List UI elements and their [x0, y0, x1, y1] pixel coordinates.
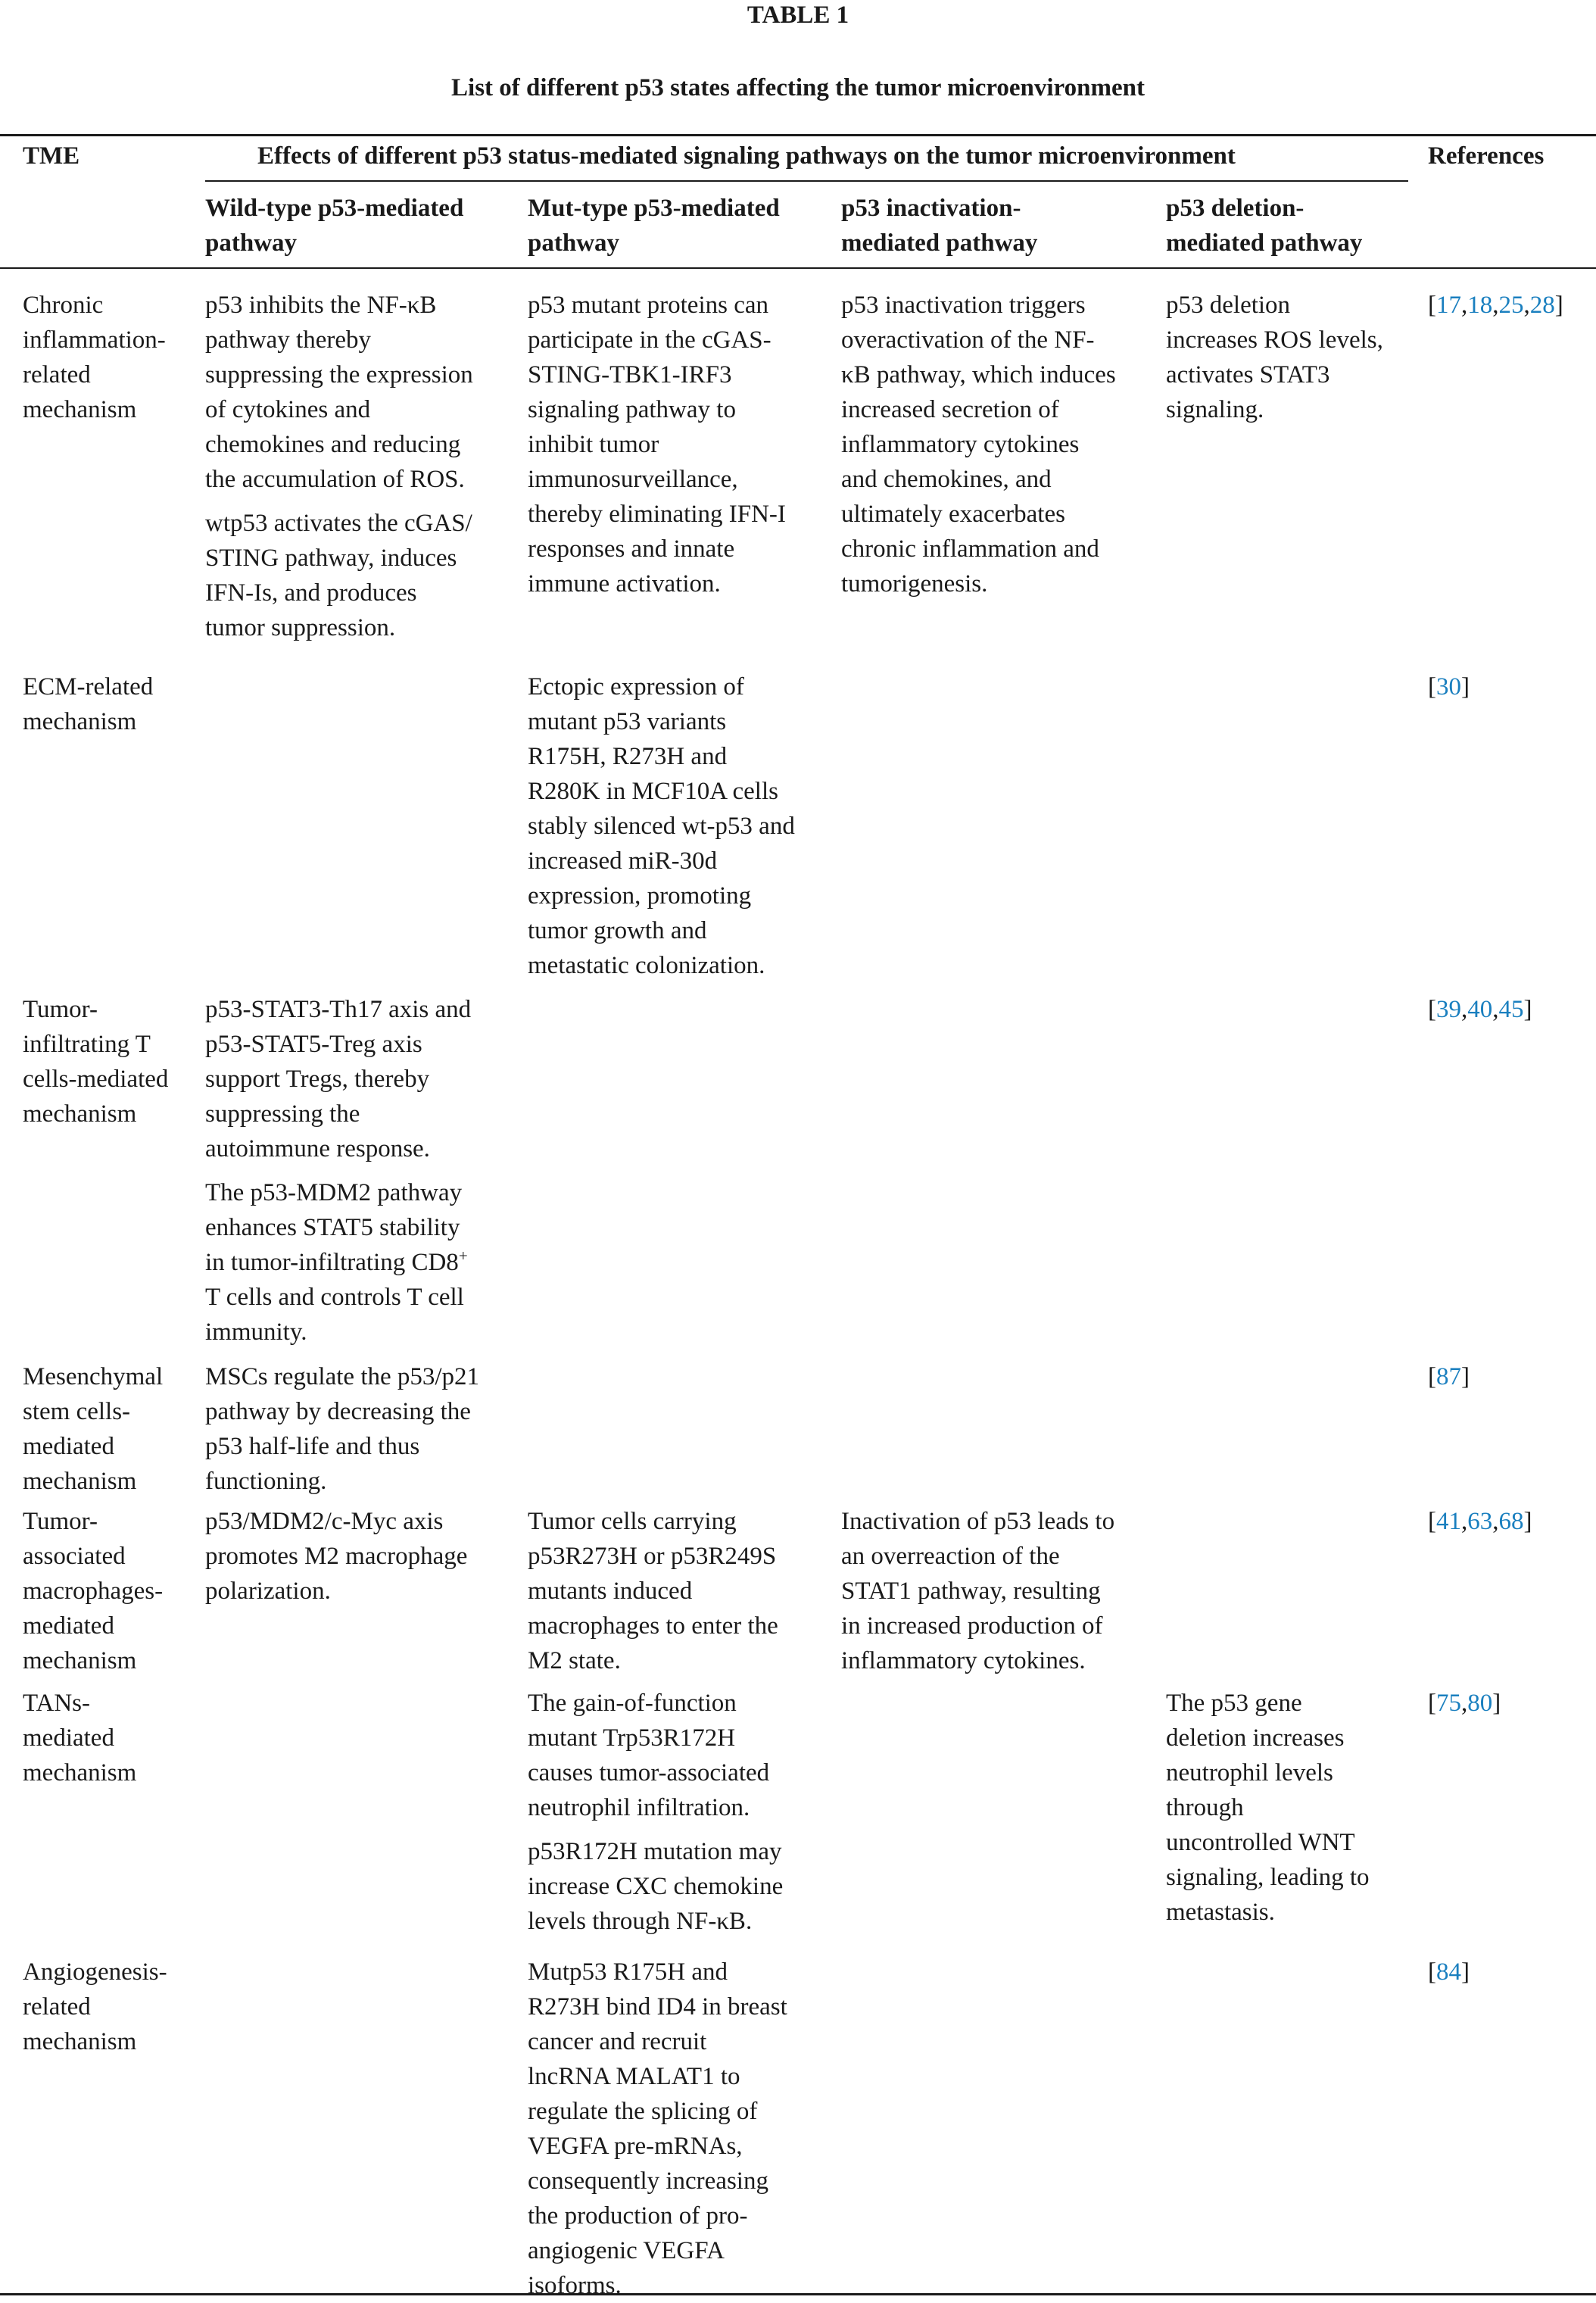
cell-line	[1166, 1721, 1370, 1755]
cell-line-text: inflammatory cytokines	[841, 431, 1080, 458]
cell-line	[528, 2268, 787, 2303]
subheader-line: Mut-type p53-mediated	[528, 195, 780, 222]
cell-line	[205, 427, 473, 462]
cell-line	[1166, 1895, 1370, 1930]
cell-line	[1166, 1790, 1370, 1825]
cell-paragraph	[528, 1504, 778, 1678]
cell-line-text: ultimately exacerbates	[841, 501, 1065, 528]
cell-line	[528, 1955, 787, 1989]
cell-paragraph	[205, 1175, 471, 1350]
cell-line-text: metastatic colonization.	[528, 952, 765, 979]
cell-line-text: signaling.	[1166, 396, 1264, 423]
cell-line	[205, 1245, 471, 1280]
tme-line: related	[23, 1993, 91, 2021]
cell-line-text: chronic inflammation and	[841, 535, 1099, 563]
reference-link[interactable]: 68	[1498, 1508, 1524, 1535]
cell-line-text: chemokines and reducing	[205, 431, 461, 458]
tme-line: mechanism	[23, 396, 137, 423]
cell-line-text: of cytokines and	[205, 396, 371, 423]
cell-line	[205, 541, 473, 576]
cell-line	[205, 1359, 479, 1394]
cell-line	[841, 1609, 1114, 1643]
cell-line	[205, 288, 473, 323]
cell-paragraph	[841, 288, 1116, 601]
tme-line: TANs-	[23, 1690, 91, 1717]
cell-line	[528, 2129, 787, 2164]
cell-line	[841, 1539, 1114, 1574]
cell-line-text: pathway by decreasing the	[205, 1398, 471, 1425]
cell-paragraph	[528, 288, 786, 601]
cell-line-text: Tumor cells carrying	[528, 1508, 737, 1535]
cell-line-text: signaling, leading to	[1166, 1864, 1370, 1891]
cell-line	[528, 427, 786, 462]
tme-cell	[23, 669, 153, 739]
tme-line: mechanism	[23, 1759, 137, 1787]
cell-paragraph	[205, 1359, 479, 1499]
cell-line-text: increases ROS levels,	[1166, 326, 1383, 354]
cell-line-text: p53 inhibits the NF-κB	[205, 292, 437, 319]
cell-line	[205, 462, 473, 497]
cell-line	[528, 2059, 787, 2094]
cell-line	[205, 1429, 479, 1464]
bottom-rule	[0, 2293, 1596, 2295]
reference-link[interactable]: 28	[1529, 292, 1555, 319]
tme-cell	[23, 1955, 167, 2059]
cell-line	[528, 2024, 787, 2059]
tme-line: related	[23, 361, 91, 389]
muttype-cell	[528, 1686, 783, 1939]
cell-line	[1166, 1686, 1370, 1721]
cell-line	[528, 809, 795, 844]
cell-line-text: increased miR-30d	[528, 847, 718, 875]
cell-line-text: M2 state.	[528, 1647, 621, 1674]
cell-line-text: T cells and controls T cell	[205, 1284, 464, 1311]
tme-line: mechanism	[23, 708, 137, 735]
cell-line	[528, 1609, 778, 1643]
tme-line: mechanism	[23, 1647, 137, 1674]
cell-line-text: increase CXC chemokine	[528, 1873, 784, 1900]
cell-line-text: neutrophil levels	[1166, 1759, 1333, 1787]
cell-line-text: Mutp53 R175H and	[528, 1958, 728, 1986]
cell-line-text: tumor suppression.	[205, 614, 396, 641]
cell-line-text: inhibit tumor	[528, 431, 659, 458]
cell-line	[205, 1394, 479, 1429]
cell-line	[205, 1210, 471, 1245]
reference-link[interactable]: 75	[1436, 1690, 1461, 1717]
cell-line-text: R280K in MCF10A cells	[528, 778, 778, 805]
cell-line-text: thereby eliminating IFN-I	[528, 501, 786, 528]
cell-line	[205, 1097, 471, 1131]
cell-line-text: The p53 gene	[1166, 1690, 1302, 1717]
cell-line	[841, 532, 1116, 566]
cell-line-text: immune activation.	[528, 570, 721, 598]
cell-line	[841, 323, 1116, 357]
cell-line	[841, 392, 1116, 427]
cell-line-text: autoimmune response.	[205, 1135, 430, 1162]
cell-line-text: angiogenic VEGFA	[528, 2237, 725, 2264]
cell-line	[528, 774, 795, 809]
tme-line: mechanism	[23, 1468, 137, 1495]
cell-line-text: levels through NF-κB.	[528, 1908, 753, 1935]
subheader-line: p53 deletion-	[1166, 195, 1305, 222]
cell-line	[205, 576, 473, 610]
cell-line	[205, 992, 471, 1027]
tme-line: associated	[23, 1543, 126, 1570]
cell-line	[528, 739, 795, 774]
tme-line: Chronic	[23, 292, 104, 319]
cell-line	[528, 704, 795, 739]
cell-line-text: R175H, R273H and	[528, 743, 728, 770]
cell-line	[528, 1904, 783, 1939]
tme-line: stem cells-	[23, 1398, 131, 1425]
cell-line-text: STAT1 pathway, resulting	[841, 1577, 1101, 1605]
reference-link[interactable]: 84	[1436, 1958, 1461, 1986]
tme-line: Tumor-	[23, 1508, 98, 1535]
wildtype-cell	[205, 288, 473, 645]
tme-line: macrophages-	[23, 1577, 164, 1605]
cell-line-text: regulate the splicing of	[528, 2098, 758, 2125]
muttype-cell	[528, 288, 786, 601]
cell-line	[205, 610, 473, 645]
reference-link[interactable]: 41	[1436, 1508, 1461, 1535]
table-caption: List of different p53 states affecting the tumor microenvironment	[451, 74, 1145, 101]
cell-line	[528, 1539, 778, 1574]
cell-line	[528, 1834, 783, 1869]
cell-line	[841, 288, 1116, 323]
reference-link[interactable]: 80	[1467, 1690, 1493, 1717]
cell-line-text: the accumulation of ROS.	[205, 466, 465, 493]
cell-line	[841, 357, 1116, 392]
cell-line-text: polarization.	[205, 1577, 331, 1605]
cell-line-text: STING pathway, induces	[205, 545, 457, 572]
cell-line-text: immunity.	[205, 1318, 307, 1346]
cell-line	[528, 497, 786, 532]
deletion-cell	[1166, 1686, 1370, 1930]
cell-line-text: promotes M2 macrophage	[205, 1543, 468, 1570]
cell-line-text: p53 inactivation triggers	[841, 292, 1086, 319]
tme-line: ECM-related	[23, 673, 154, 701]
tme-line: mechanism	[23, 1100, 137, 1128]
tme-line: Angiogenesis-	[23, 1958, 167, 1986]
reference-link[interactable]: 39	[1436, 996, 1461, 1023]
cell-line-text: Inactivation of p53 leads to	[841, 1508, 1115, 1535]
cell-line	[205, 1464, 479, 1499]
cell-line-text: the production of pro-	[528, 2202, 748, 2230]
cell-line-text: enhances STAT5 stability	[205, 1214, 460, 1241]
reference-link[interactable]: 63	[1467, 1508, 1493, 1535]
subheader-line: mediated pathway	[841, 229, 1038, 257]
cell-line	[528, 1574, 778, 1609]
reference-link[interactable]: 87	[1436, 1363, 1461, 1390]
header-group: Effects of different p53 status-mediated signaling pathways on the tumor microenvironment	[257, 142, 1236, 170]
cell-line-text: expression, promoting	[528, 882, 752, 910]
cell-line	[528, 913, 795, 948]
cell-line	[841, 1643, 1114, 1678]
cell-paragraph	[841, 1504, 1114, 1678]
references-cell: [75,80]	[1428, 1690, 1501, 1717]
cell-line-text: IFN-Is, and produces	[205, 579, 417, 607]
cell-paragraph	[528, 1834, 783, 1939]
cell-paragraph	[528, 669, 795, 983]
cell-line	[1166, 357, 1383, 392]
reference-link[interactable]: 18	[1467, 292, 1493, 319]
references-cell: [87]	[1428, 1363, 1470, 1390]
cell-line	[205, 1027, 471, 1062]
cell-line-text: increased secretion of	[841, 396, 1059, 423]
cell-line-text: The p53-MDM2 pathway	[205, 1179, 463, 1206]
cell-line-text: Ectopic expression of	[528, 673, 744, 701]
cell-line	[205, 1175, 471, 1210]
cell-line	[528, 2164, 787, 2198]
cell-line-text: p53-STAT5-Treg axis	[205, 1031, 422, 1058]
cell-line	[528, 1989, 787, 2024]
tme-line: Tumor-	[23, 996, 98, 1023]
cell-line-text: MSCs regulate the p53/p21	[205, 1363, 480, 1390]
subheader-line: mediated pathway	[1166, 229, 1363, 257]
top-rule	[0, 134, 1596, 136]
cell-line	[1166, 1825, 1370, 1860]
cell-line-text: immunosurveillance,	[528, 466, 738, 493]
cell-line	[841, 566, 1116, 601]
cell-line-text: wtp53 activates the cGAS/	[205, 510, 472, 537]
cell-line-text: suppressing the	[205, 1100, 360, 1128]
reference-link[interactable]: 17	[1436, 292, 1461, 319]
cell-paragraph	[205, 992, 471, 1166]
tme-cell	[23, 1686, 136, 1790]
cell-line	[1166, 323, 1383, 357]
tme-line: mediated	[23, 1612, 114, 1640]
cell-line	[841, 1504, 1114, 1539]
cell-line	[528, 392, 786, 427]
cell-line-text: p53 deletion	[1166, 292, 1291, 319]
cell-line	[528, 1686, 783, 1721]
cell-line	[205, 357, 473, 392]
references-cell: [41,63,68]	[1428, 1508, 1532, 1535]
subheader-line: p53 inactivation-	[841, 195, 1021, 222]
cell-line-text: p53/MDM2/c-Myc axis	[205, 1508, 444, 1535]
cell-line	[528, 2198, 787, 2233]
cell-paragraph	[528, 1955, 787, 2303]
references-cell: [30]	[1428, 673, 1470, 701]
cell-line-text: STING-TBK1-IRF3	[528, 361, 732, 389]
tme-cell	[23, 1504, 163, 1678]
cell-line-text: mutant Trp53R172H	[528, 1724, 736, 1752]
cell-line-text: macrophages to enter the	[528, 1612, 778, 1640]
superscript-plus: +	[458, 1247, 468, 1265]
cell-line-text: κB pathway, which induces	[841, 361, 1116, 389]
tme-line: mediated	[23, 1724, 114, 1752]
cell-line	[841, 462, 1116, 497]
cell-line	[205, 1574, 467, 1609]
cell-line	[205, 1280, 471, 1315]
cell-line	[528, 669, 795, 704]
cell-line-text: mutant p53 variants	[528, 708, 727, 735]
cell-paragraph	[1166, 1686, 1370, 1930]
cell-paragraph	[528, 1686, 783, 1825]
cell-paragraph	[205, 288, 473, 497]
header-tme: TME	[23, 142, 80, 170]
cell-line-text: in tumor-infiltrating CD8	[205, 1249, 459, 1276]
cell-line-text: responses and innate	[528, 535, 735, 563]
cell-line-text: stably silenced wt-p53 and	[528, 813, 795, 840]
cell-line	[841, 497, 1116, 532]
deletion-cell	[1166, 288, 1383, 427]
header-references: References	[1428, 142, 1545, 170]
cell-line-text: p53-STAT3-Th17 axis and	[205, 996, 472, 1023]
cell-line	[205, 1539, 467, 1574]
cell-line-text: functioning.	[205, 1468, 327, 1495]
subheader-line: pathway	[205, 229, 298, 257]
cell-line	[528, 323, 786, 357]
cell-line-text: p53 mutant proteins can	[528, 292, 769, 319]
cell-line-text: overactivation of the NF-	[841, 326, 1095, 354]
cell-line-text: tumor growth and	[528, 917, 707, 944]
tme-line: mechanism	[23, 2028, 137, 2055]
subheader-wildtype	[205, 191, 463, 261]
cell-line-text: suppressing the expression	[205, 361, 473, 389]
cell-line	[528, 1869, 783, 1904]
cell-line-text: cancer and recruit	[528, 2028, 707, 2055]
subheader-muttype	[528, 191, 780, 261]
cell-line-text: an overreaction of the	[841, 1543, 1060, 1570]
cell-line	[205, 1315, 471, 1350]
cell-line	[1166, 392, 1383, 427]
references-cell: [39,40,45]	[1428, 996, 1532, 1023]
table-label: TABLE 1	[747, 2, 849, 29]
cell-line	[528, 1643, 778, 1678]
cell-line	[528, 532, 786, 566]
muttype-cell	[528, 1504, 778, 1678]
header-bottom-rule	[0, 267, 1596, 269]
cell-line	[528, 2094, 787, 2129]
subheader-line: pathway	[528, 229, 620, 257]
tme-cell	[23, 288, 166, 427]
cell-line-text: support Tregs, thereby	[205, 1066, 430, 1093]
cell-line-text: tumorigenesis.	[841, 570, 988, 598]
cell-line	[205, 323, 473, 357]
cell-line-text: participate in the cGAS-	[528, 326, 772, 354]
wildtype-cell	[205, 1504, 467, 1609]
subheader-line: Wild-type p53-mediated	[205, 195, 464, 222]
cell-line-text: VEGFA pre-mRNAs,	[528, 2133, 743, 2160]
cell-line-text: activates STAT3	[1166, 361, 1330, 389]
cell-line-text: signaling pathway to	[528, 396, 736, 423]
cell-line-text: isoforms.	[528, 2272, 622, 2299]
cell-line-text: p53R172H mutation may	[528, 1838, 782, 1865]
tme-line: mediated	[23, 1433, 114, 1460]
cell-line-text: inflammatory cytokines.	[841, 1647, 1086, 1674]
cell-line-text: uncontrolled WNT	[1166, 1829, 1355, 1856]
reference-link[interactable]: 40	[1467, 996, 1493, 1023]
tme-line: cells-mediated	[23, 1066, 169, 1093]
cell-line-text: and chemokines, and	[841, 466, 1052, 493]
group-underline-rule	[205, 180, 1408, 182]
cell-line	[528, 948, 795, 983]
cell-line	[1166, 1860, 1370, 1895]
cell-line-text: pathway thereby	[205, 326, 371, 354]
cell-line	[528, 566, 786, 601]
cell-line	[528, 288, 786, 323]
tme-line: Mesenchymal	[23, 1363, 164, 1390]
cell-line-text: causes tumor-associated	[528, 1759, 770, 1787]
cell-line-text: p53 half-life and thus	[205, 1433, 420, 1460]
cell-line	[528, 1755, 783, 1790]
cell-line	[1166, 1755, 1370, 1790]
cell-line	[528, 844, 795, 878]
tme-cell	[23, 1359, 163, 1499]
cell-line-text: R273H bind ID4 in breast	[528, 1993, 787, 2021]
cell-line	[205, 1504, 467, 1539]
cell-line-text: p53R273H or p53R249S	[528, 1543, 777, 1570]
cell-line	[205, 392, 473, 427]
cell-line-text: The gain-of-function	[528, 1690, 737, 1717]
cell-line-text: mutants induced	[528, 1577, 693, 1605]
cell-line-text: deletion increases	[1166, 1724, 1345, 1752]
reference-link[interactable]: 25	[1498, 292, 1524, 319]
muttype-cell	[528, 1955, 787, 2303]
cell-line	[528, 357, 786, 392]
cell-line-text: neutrophil infiltration.	[528, 1794, 750, 1821]
cell-line	[528, 1790, 783, 1825]
references-cell: [84]	[1428, 1958, 1470, 1986]
wildtype-cell	[205, 1359, 479, 1499]
cell-line	[528, 2233, 787, 2268]
cell-line	[841, 427, 1116, 462]
cell-paragraph	[1166, 288, 1383, 427]
cell-paragraph	[205, 1504, 467, 1609]
cell-line-text: in increased production of	[841, 1612, 1103, 1640]
cell-line-text: through	[1166, 1794, 1244, 1821]
subheader-deletion	[1166, 191, 1362, 261]
inactivation-cell	[841, 288, 1116, 601]
cell-line	[205, 506, 473, 541]
tme-line: infiltrating T	[23, 1031, 151, 1058]
cell-paragraph	[205, 506, 473, 645]
tme-line: inflammation-	[23, 326, 166, 354]
cell-line-text: consequently increasing	[528, 2167, 768, 2195]
reference-link[interactable]: 45	[1498, 996, 1524, 1023]
reference-link[interactable]: 30	[1436, 673, 1461, 701]
cell-line	[528, 1504, 778, 1539]
subheader-inactivation	[841, 191, 1037, 261]
muttype-cell	[528, 669, 795, 983]
cell-line-text: lncRNA MALAT1 to	[528, 2063, 740, 2090]
cell-line	[528, 462, 786, 497]
cell-line	[1166, 288, 1383, 323]
cell-line	[205, 1062, 471, 1097]
wildtype-cell	[205, 992, 471, 1350]
cell-line	[528, 878, 795, 913]
cell-line	[841, 1574, 1114, 1609]
cell-line	[528, 1721, 783, 1755]
tme-cell	[23, 992, 168, 1131]
references-cell: [17,18,25,28]	[1428, 292, 1563, 319]
cell-line-text: metastasis.	[1166, 1899, 1275, 1926]
inactivation-cell	[841, 1504, 1114, 1678]
cell-line	[205, 1131, 471, 1166]
